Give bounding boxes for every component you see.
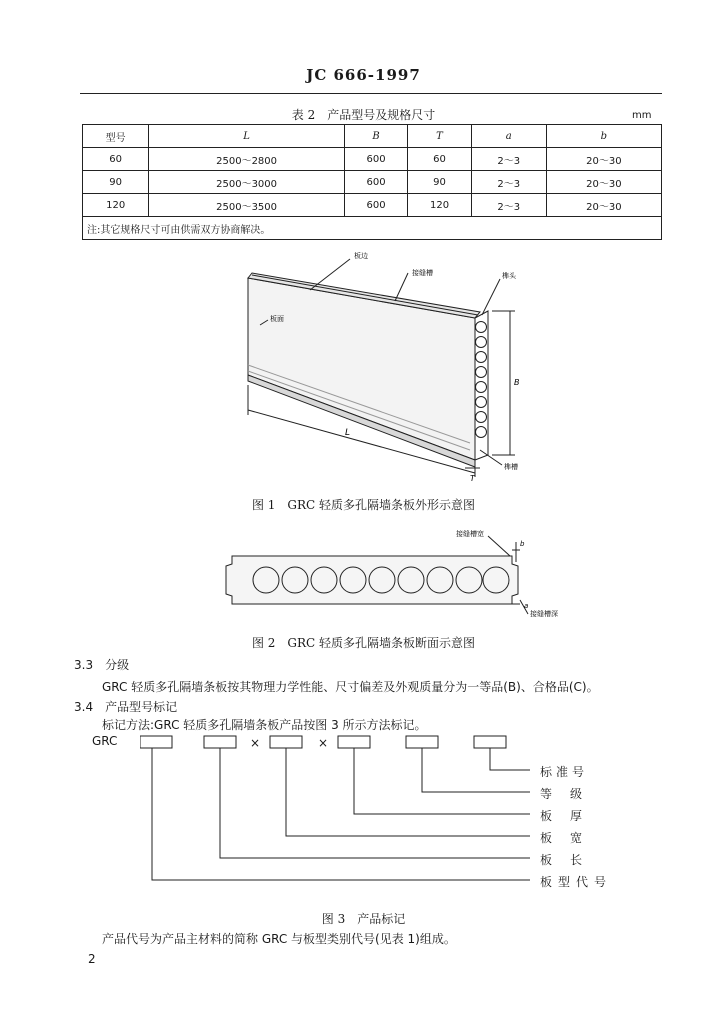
figure2-caption: 图 2 GRC 轻质多孔隔墙条板断面示意图	[251, 636, 476, 650]
mark-label-width: 板宽	[540, 831, 601, 845]
figure3-caption: 图 3 产品标记	[321, 912, 406, 926]
table-cell: 90	[83, 171, 149, 194]
section-3-4-text: 标记方法:GRC 轻质多孔隔墙条板产品按图 3 所示方法标记。	[102, 718, 427, 732]
label-end: 榫头	[502, 272, 516, 280]
table-cell: 600	[344, 171, 407, 194]
closing-text: 产品代号为产品主材料的简称 GRC 与板型类别代号(见表 1)组成。	[102, 932, 456, 946]
table-cell: 600	[344, 194, 407, 217]
table-cell: 2～3	[471, 194, 546, 217]
col-header-l: L	[149, 125, 345, 148]
col-header-a: a	[471, 125, 546, 148]
label-groove-width: 接缝槽宽	[456, 530, 484, 538]
table-cell: 90	[408, 171, 471, 194]
mark-label-panel-type: 板型代号	[540, 875, 613, 889]
mark-label-thickness: 板厚	[540, 809, 601, 823]
marking-prefix: GRC	[92, 734, 118, 748]
table-cell: 2～3	[471, 171, 546, 194]
col-header-t: T	[408, 125, 471, 148]
spec-table	[82, 124, 662, 240]
header-rule	[80, 93, 662, 94]
times-sign-2: ×	[318, 736, 329, 750]
figure3-marking-diagram	[140, 730, 560, 900]
label-thickness-t: T	[470, 474, 475, 483]
mark-label-length: 板长	[540, 853, 601, 867]
table-cell: 2500～2800	[149, 148, 345, 171]
table-row	[83, 171, 662, 194]
table-note-row	[83, 217, 662, 240]
section-3-3-text: GRC 轻质多孔隔墙条板按其物理力学性能、尺寸偏差及外观质量分为一等品(B)、合格品(C)。	[102, 680, 599, 694]
table-unit: mm	[632, 110, 652, 121]
section-3-4-heading: 3.4 产品型号标记	[74, 700, 178, 714]
col-header-b-small: b	[546, 125, 661, 148]
table-row	[83, 148, 662, 171]
figure2-section-drawing	[220, 528, 560, 618]
table-cell: 2500～3000	[149, 171, 345, 194]
table-cell: 2～3	[471, 148, 546, 171]
label-face: 板面	[270, 315, 284, 323]
figure1-caption: 图 1 GRC 轻质多孔隔墙条板外形示意图	[251, 498, 476, 512]
table-row	[83, 194, 662, 217]
mark-label-standard: 标准号	[540, 765, 589, 779]
label-length-l: L	[345, 428, 351, 438]
table-cell: 20～30	[546, 194, 661, 217]
label-groove: 榫槽	[504, 463, 518, 471]
box-width	[270, 736, 302, 748]
box-thickness	[338, 736, 370, 748]
section-3-3-heading: 3.3 分级	[74, 658, 130, 672]
page-number: 2	[88, 952, 96, 966]
table-cell: 120	[83, 194, 149, 217]
box-grade	[406, 736, 438, 748]
label-a: a	[524, 602, 529, 610]
label-width-b: B	[514, 378, 520, 387]
standard-number: JC 666-1997	[306, 66, 421, 84]
table-cell: 20～30	[546, 171, 661, 194]
table-note: 注:其它规格尺寸可由供需双方协商解决。	[83, 217, 662, 240]
times-sign-1: ×	[250, 736, 261, 750]
box-standard	[474, 736, 506, 748]
table-cell: 60	[408, 148, 471, 171]
figure1-panel-drawing	[230, 245, 550, 485]
box-panel-type	[140, 736, 172, 748]
label-edge: 板边	[354, 252, 368, 260]
table-cell: 2500～3500	[149, 194, 345, 217]
table-cell: 600	[344, 148, 407, 171]
mark-label-grade: 等级	[540, 787, 601, 801]
table-cell: 60	[83, 148, 149, 171]
col-header-model: 型号	[83, 125, 149, 148]
box-length	[204, 736, 236, 748]
table-cell: 20～30	[546, 148, 661, 171]
table-title: 表 2 产品型号及规格尺寸	[291, 108, 436, 122]
table-header-row	[83, 125, 662, 148]
label-groove-depth: 接缝槽深	[530, 610, 558, 618]
label-b: b	[520, 540, 525, 548]
table-cell: 120	[408, 194, 471, 217]
section-outline	[226, 556, 518, 604]
col-header-b: B	[344, 125, 407, 148]
label-tongue: 接缝槽	[412, 269, 433, 277]
